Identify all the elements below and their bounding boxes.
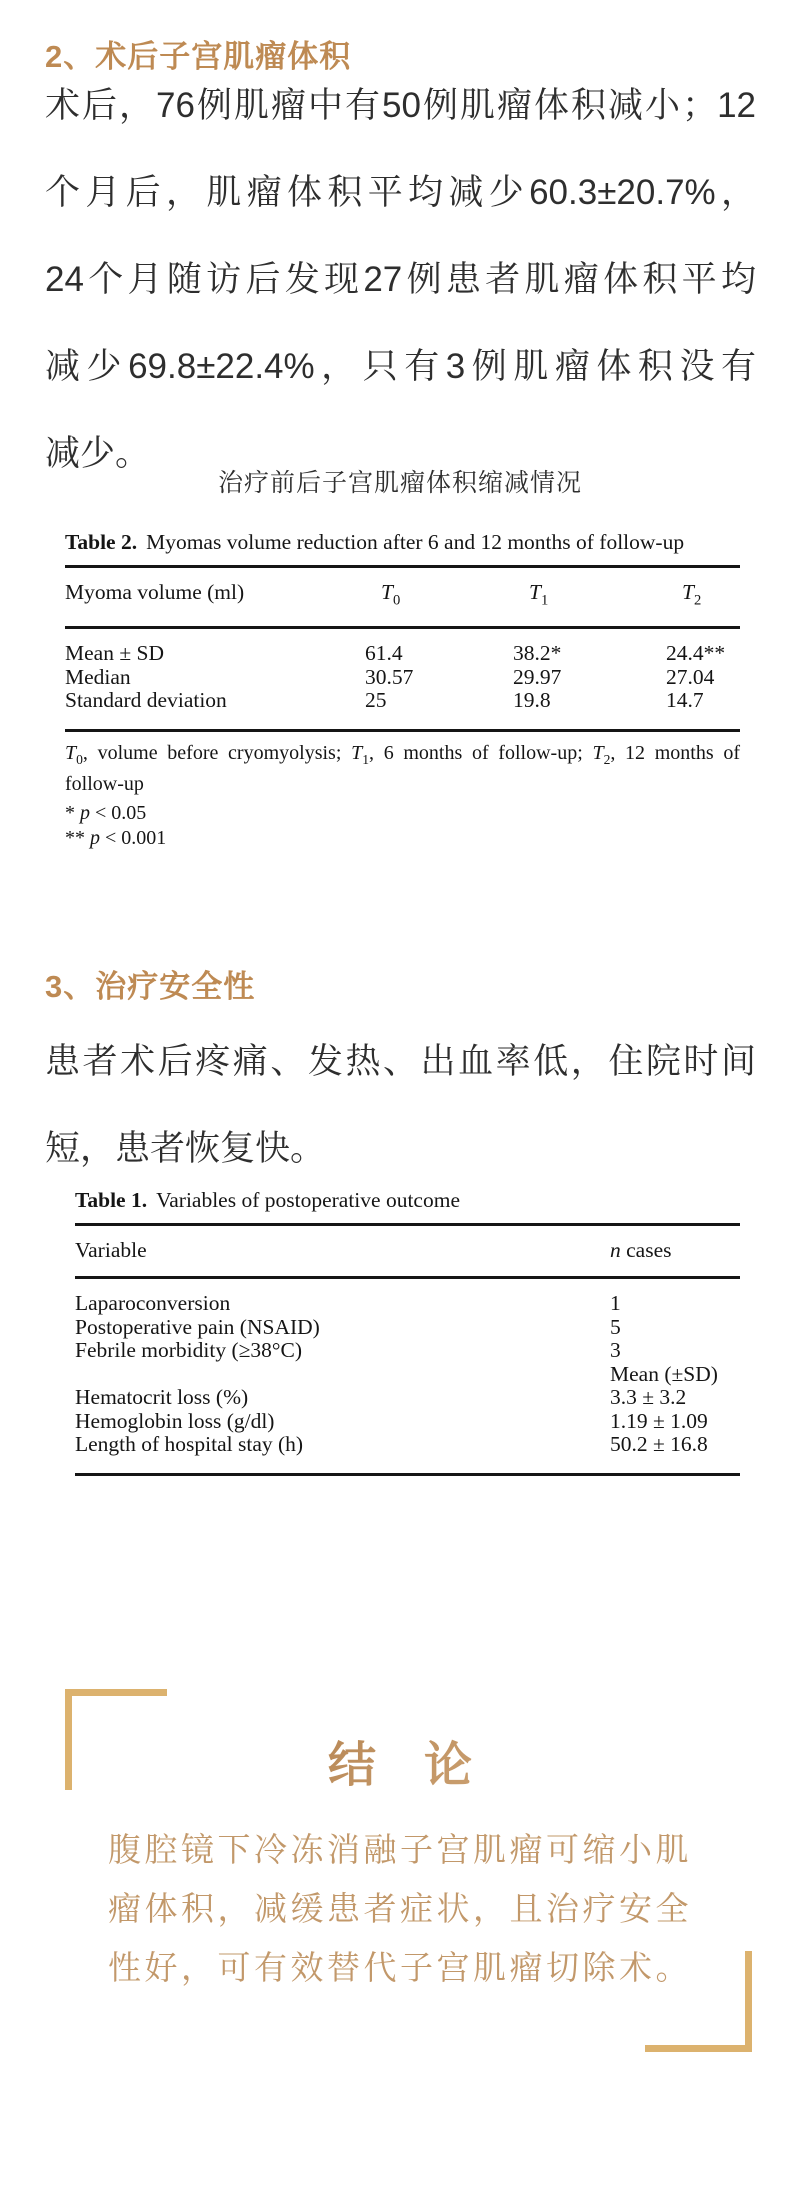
table-row bbox=[65, 666, 740, 690]
cell-value: 27.04 bbox=[666, 664, 715, 689]
cell-value: 5 bbox=[610, 1314, 621, 1339]
column-header-myoma-volume: Myoma volume (ml) bbox=[65, 580, 245, 604]
table-row bbox=[75, 1316, 740, 1340]
footnote-p-value-1: * p < 0.05 bbox=[65, 801, 147, 824]
cell-value: 30.57 bbox=[365, 664, 414, 689]
conclusion-title: 结 论 bbox=[0, 1726, 800, 1795]
footnote-p-value-2: ** p < 0.001 bbox=[65, 826, 167, 849]
row-label: Hematocrit loss (%) bbox=[75, 1385, 249, 1409]
table1-body bbox=[75, 1279, 740, 1473]
table2-title-text: Myomas volume reduction after 6 and 12 months of follow-up bbox=[146, 530, 685, 554]
column-header-variable: Variable bbox=[75, 1238, 147, 1262]
row-label: Median bbox=[65, 664, 131, 689]
footnote-definitions: $T_0$, volume before cryomyolysis; $T_1$, 6 months of follow-up; $T_2$, 12 months of follow-up bbox=[65, 741, 740, 795]
table2-caption-cn: 治疗前后子宫肌瘤体积缩减情况 bbox=[217, 469, 582, 497]
table1-header-row bbox=[75, 1226, 740, 1276]
cell-value: 19.8 bbox=[513, 688, 551, 713]
table1-title-text: Variables of postoperative outcome bbox=[156, 1188, 460, 1212]
cell-value: 14.7 bbox=[666, 688, 704, 713]
cell-value: Mean (±SD) bbox=[610, 1361, 718, 1386]
column-header-n-cases: n cases bbox=[610, 1238, 672, 1262]
table-row bbox=[75, 1433, 740, 1457]
table-row bbox=[75, 1339, 740, 1363]
table-1 bbox=[75, 1186, 740, 1476]
column-header-t0: $T_0$ bbox=[381, 580, 401, 609]
row-label bbox=[75, 1363, 610, 1387]
text-line: 术后，76例肌瘤中有50例肌瘤体积减小；12 bbox=[45, 86, 756, 125]
row-label: Hemoglobin loss (g/dl) bbox=[75, 1408, 275, 1433]
table2-title bbox=[65, 528, 715, 556]
cell-value: 1.19 ± 1.09 bbox=[610, 1408, 708, 1433]
text-line: 短，患者恢复快。 bbox=[45, 1129, 326, 1168]
text-line: 个月后，肌瘤体积平均减少60.3±20.7%， bbox=[45, 173, 756, 212]
text-line: 患者术后疼痛、发热、出血率低，住院时间 bbox=[45, 1042, 756, 1081]
row-label: Mean ± SD bbox=[65, 641, 164, 666]
table2-header-row bbox=[65, 568, 740, 626]
section-3-heading: 3、治疗安全性 bbox=[45, 969, 256, 1004]
cell-value: 61.4 bbox=[365, 641, 403, 666]
section-3-paragraph bbox=[45, 1018, 756, 1192]
cell-value: 50.2 ± 16.8 bbox=[610, 1432, 708, 1456]
cell-value: 3.3 ± 3.2 bbox=[610, 1385, 687, 1409]
cell-value: 29.97 bbox=[513, 664, 562, 689]
table-row bbox=[75, 1386, 740, 1410]
row-label: Length of hospital stay (h) bbox=[75, 1432, 304, 1456]
text-line: 腹腔镜下冷冻消融子宫肌瘤可缩小肌 bbox=[108, 1831, 692, 1868]
section-2-paragraph bbox=[45, 62, 756, 497]
table2-body bbox=[65, 629, 740, 729]
cell-value: 3 bbox=[610, 1338, 621, 1362]
corner-bracket-bottom-right bbox=[645, 1951, 752, 2052]
cell-value: 1 bbox=[610, 1291, 621, 1315]
row-label: Postoperative pain (NSAID) bbox=[75, 1314, 320, 1339]
table-row bbox=[65, 689, 740, 713]
cell-value: 25 bbox=[365, 688, 387, 713]
section-2-heading: 2、术后子宫肌瘤体积 bbox=[45, 39, 352, 74]
table1-title-label: Table 1. bbox=[75, 1188, 148, 1212]
table-row bbox=[75, 1410, 740, 1434]
table2-footnotes bbox=[65, 741, 740, 851]
table-rule bbox=[75, 1473, 740, 1476]
table-row bbox=[75, 1363, 740, 1387]
text-line: 瘤体积，减缓患者症状，且治疗安全 bbox=[108, 1890, 692, 1927]
row-label: Febrile morbidity (≥38°C) bbox=[75, 1338, 303, 1362]
table1-title bbox=[75, 1186, 725, 1214]
table-row bbox=[65, 642, 740, 666]
cell-value: 38.2* bbox=[513, 641, 562, 666]
text-line: 减少69.8±22.4%，只有3例肌瘤体积没有 bbox=[45, 347, 756, 386]
row-label: Laparoconversion bbox=[75, 1291, 231, 1315]
table-row bbox=[75, 1292, 740, 1316]
table-rule bbox=[65, 729, 740, 732]
row-label: Standard deviation bbox=[65, 688, 227, 713]
text-line: 减少。 bbox=[45, 434, 151, 473]
text-line: 24个月随访后发现27例患者肌瘤体积平均 bbox=[45, 260, 756, 299]
text-line: 性好，可有效替代子宫肌瘤切除术。 bbox=[108, 1949, 692, 1986]
table2-title-label: Table 2. bbox=[65, 530, 138, 554]
column-header-t1: $T_1$ bbox=[529, 580, 549, 609]
column-header-t2: $T_2$ bbox=[682, 580, 702, 609]
cell-value: 24.4** bbox=[666, 641, 726, 666]
table-2 bbox=[65, 528, 740, 851]
